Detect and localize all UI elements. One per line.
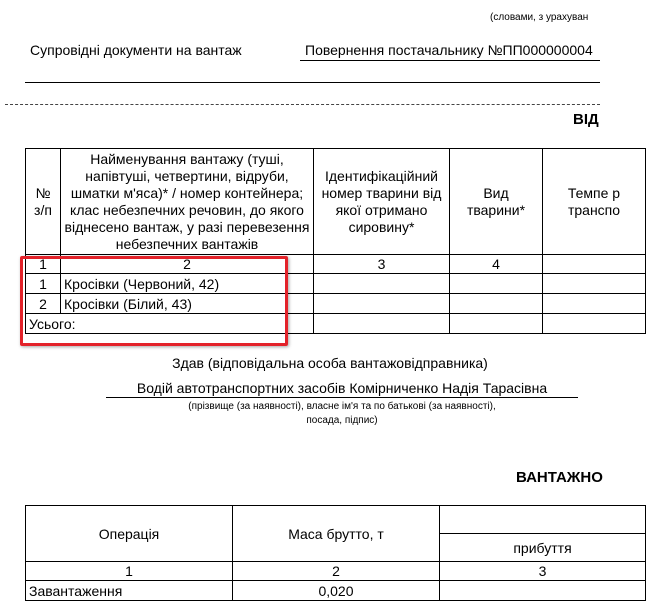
section-title: ВІД (573, 111, 599, 128)
header-type: Вид тварини* (450, 149, 543, 255)
ops-colnum-3: 3 (440, 562, 646, 581)
handed-caption-2: посада, підпис) (306, 415, 378, 426)
ops-row-operation: Завантаження (26, 581, 233, 601)
blank-line (25, 82, 600, 83)
cargo-header-row (26, 149, 646, 255)
accompanying-docs-value: Повернення постачальнику №ПП000000004 (305, 42, 593, 58)
colnum-2: 2 (61, 255, 314, 274)
handed-title: Здав (відповідальна особа вантажовідправника) (172, 355, 488, 371)
header-temp: Темпе р транспо (543, 149, 646, 255)
ops-table (25, 505, 646, 601)
colnum-1: 1 (26, 255, 61, 274)
accompanying-underline (300, 60, 600, 61)
row-name: Кросівки (Білий, 43) (61, 294, 314, 314)
handed-caption-1: (прізвище (за наявності), власне ім'я та по батькові (за наявності), (188, 401, 496, 412)
ops-colnum-1: 1 (26, 562, 233, 581)
row-name: Кросівки (Червоний, 42) (61, 274, 314, 294)
header-num: № з/п (26, 149, 61, 255)
colnum-5 (543, 255, 646, 274)
colnum-4: 4 (450, 255, 543, 274)
ops-number-row (26, 562, 646, 581)
header-id: Ідентифікаційний номер тварини від якої отримано сировину* (314, 149, 450, 255)
ops-header-operation: Операція (26, 506, 233, 562)
row-num: 2 (26, 294, 61, 314)
colnum-3: 3 (314, 255, 450, 274)
ops-header-arrival: прибуття (440, 534, 646, 562)
accompanying-docs-label: Супровідні документи на вантаж (30, 42, 242, 58)
dashed-separator (5, 104, 600, 105)
table-row (26, 581, 646, 601)
ops-header-mass: Маса брутто, т (233, 506, 440, 562)
ops-colnum-2: 2 (233, 562, 440, 581)
handed-person: Водій автотранспортних засобів Комірниченко Надія Тарасівна (136, 380, 548, 396)
top-note: (словами, з урахуван (490, 12, 589, 23)
loading-section-title: ВАНТАЖНО (516, 469, 603, 486)
ops-row-mass: 0,020 (233, 581, 440, 601)
total-label: Усього: (26, 314, 314, 334)
handed-underline (106, 397, 578, 398)
header-name: Найменування вантажу (туші, напівтуші, четвертини, відруби, шматки м'яса)* / номер контейнера; клас небезпечних речовин, до якого віднесено вантаж, у разі перевезення небезпечних вантажів (61, 149, 314, 255)
row-num: 1 (26, 274, 61, 294)
highlight-box (20, 256, 288, 346)
